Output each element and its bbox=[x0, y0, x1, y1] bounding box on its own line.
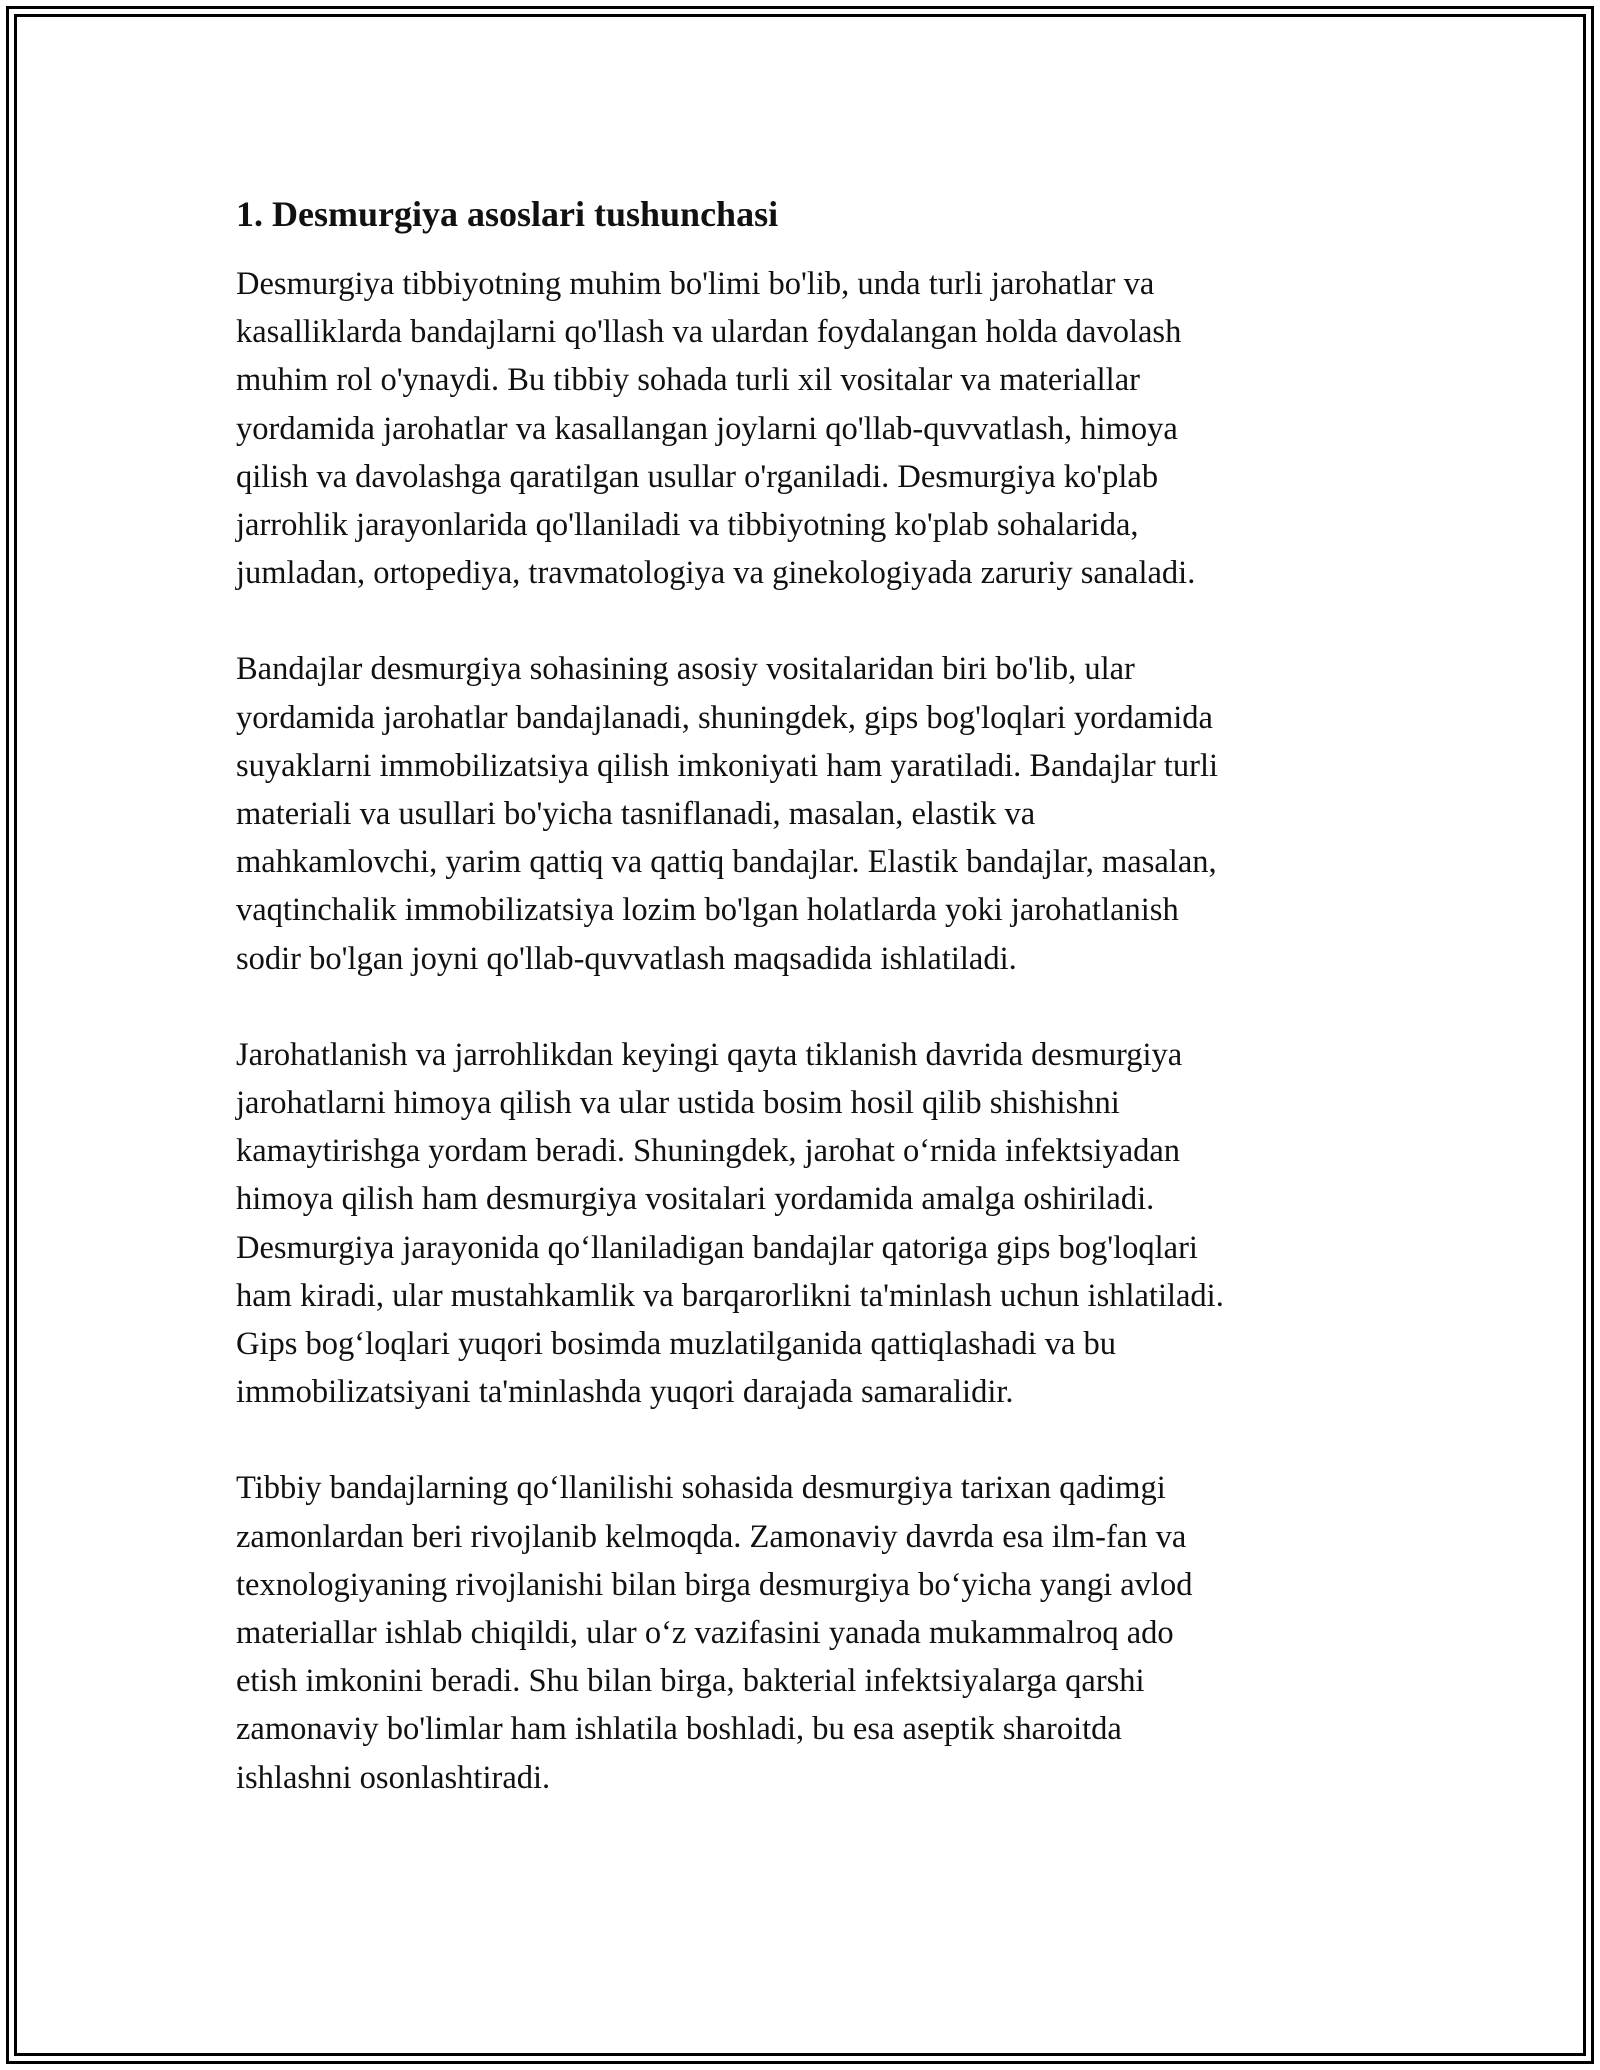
section-heading: 1. Desmurgiya asoslari tushunchasi bbox=[236, 194, 779, 234]
paragraph-line: sodir bo'lgan joyni qo'llab-quvvatlash maqsadida ishlatiladi. bbox=[236, 940, 1017, 977]
paragraph-line: Jarohatlanish va jarrohlikdan keyingi qayta tiklanish davrida desmurgiya bbox=[236, 1036, 1183, 1073]
paragraph-line: immobilizatsiyani ta'minlashda yuqori darajada samaralidir. bbox=[236, 1374, 1014, 1411]
paragraph-line: materiali va usullari bo'yicha tasniflanadi, masalan, elastik va bbox=[236, 796, 1036, 833]
paragraph-line: Bandajlar desmurgiya sohasining asosiy vositalaridan biri bo'lib, ular bbox=[236, 651, 1135, 688]
paragraph-line: Tibbiy bandajlarning qo‘llanilishi sohasida desmurgiya tarixan qadimgi bbox=[236, 1470, 1166, 1507]
paragraph-line: zamonlardan beri rivojlanib kelmoqda. Zamonaviy davrda esa ilm-fan va bbox=[236, 1518, 1187, 1555]
paragraph-line: jumladan, ortopediya, travmatologiya va ginekologiyada zaruriy sanaladi. bbox=[236, 555, 1196, 592]
paragraph-line: ham kiradi, ular mustahkamlik va barqarorlikni ta'minlash uchun ishlatiladi. bbox=[236, 1277, 1224, 1314]
paragraph-line: mahkamlovchi, yarim qattiq va qattiq bandajlar. Elastik bandajlar, masalan, bbox=[236, 844, 1217, 881]
paragraph-line: kamaytirishga yordam beradi. Shuningdek, jarohat o‘rnida infektsiyadan bbox=[236, 1133, 1181, 1170]
paragraph-2 bbox=[236, 645, 1366, 982]
paragraph-line: Desmurgiya tibbiyotning muhim bo'limi bo'lib, unda turli jarohatlar va bbox=[236, 266, 1155, 302]
paragraph-line: materiallar ishlab chiqildi, ular o‘z vazifasini yanada mukammalroq ado bbox=[236, 1615, 1174, 1652]
paragraph-3 bbox=[236, 1031, 1366, 1417]
paragraph-4 bbox=[236, 1464, 1366, 1801]
paragraph-line: zamonaviy bo'limlar ham ishlatila boshladi, bu esa aseptik sharoitda bbox=[236, 1711, 1122, 1748]
paragraph-1 bbox=[236, 260, 1366, 597]
paragraph-line: jarohatlarni himoya qilish va ular ustida bosim hosil qilib shishishni bbox=[236, 1085, 1120, 1122]
paragraph-line: ishlashni osonlashtiradi. bbox=[236, 1759, 551, 1796]
paragraph-line: yordamida jarohatlar va kasallangan joylarni qo'llab-quvvatlash, himoya bbox=[236, 410, 1178, 447]
paragraph-line: Desmurgiya jarayonida qo‘llaniladigan bandajlar qatoriga gips bog'loqlari bbox=[236, 1229, 1198, 1266]
paragraph-line: jarrohlik jarayonlarida qo'llaniladi va tibbiyotning ko'plab sohalarida, bbox=[236, 507, 1139, 544]
paragraph-line: vaqtinchalik immobilizatsiya lozim bo'lgan holatlarda yoki jarohatlanish bbox=[236, 892, 1179, 929]
paragraph-line: suyaklarni immobilizatsiya qilish imkoniyati ham yaratiladi. Bandajlar turli bbox=[236, 747, 1219, 784]
paragraph-line: etish imkonini beradi. Shu bilan birga, bakterial infektsiyalarga qarshi bbox=[236, 1663, 1145, 1700]
paragraph-line: yordamida jarohatlar bandajlanadi, shuningdek, gips bog'loqlari yordamida bbox=[236, 699, 1213, 736]
document-body bbox=[236, 190, 1366, 1850]
paragraph-line: himoya qilish ham desmurgiya vositalari yordamida amalga oshiriladi. bbox=[236, 1181, 1155, 1218]
paragraph-line: texnologiyaning rivojlanishi bilan birga desmurgiya bo‘yicha yangi avlod bbox=[236, 1566, 1193, 1603]
paragraph-line: muhim rol o'ynaydi. Bu tibbiy sohada turli xil vositalar va materiallar bbox=[236, 362, 1140, 399]
paragraph-line: qilish va davolashga qaratilgan usullar o'rganiladi. Desmurgiya ko'plab bbox=[236, 458, 1159, 495]
paragraph-line: kasalliklarda bandajlarni qo'llash va ulardan foydalangan holda davolash bbox=[236, 314, 1182, 351]
paragraph-line: Gips bog‘loqlari yuqori bosimda muzlatilganida qattiqlashadi va bu bbox=[236, 1326, 1117, 1363]
